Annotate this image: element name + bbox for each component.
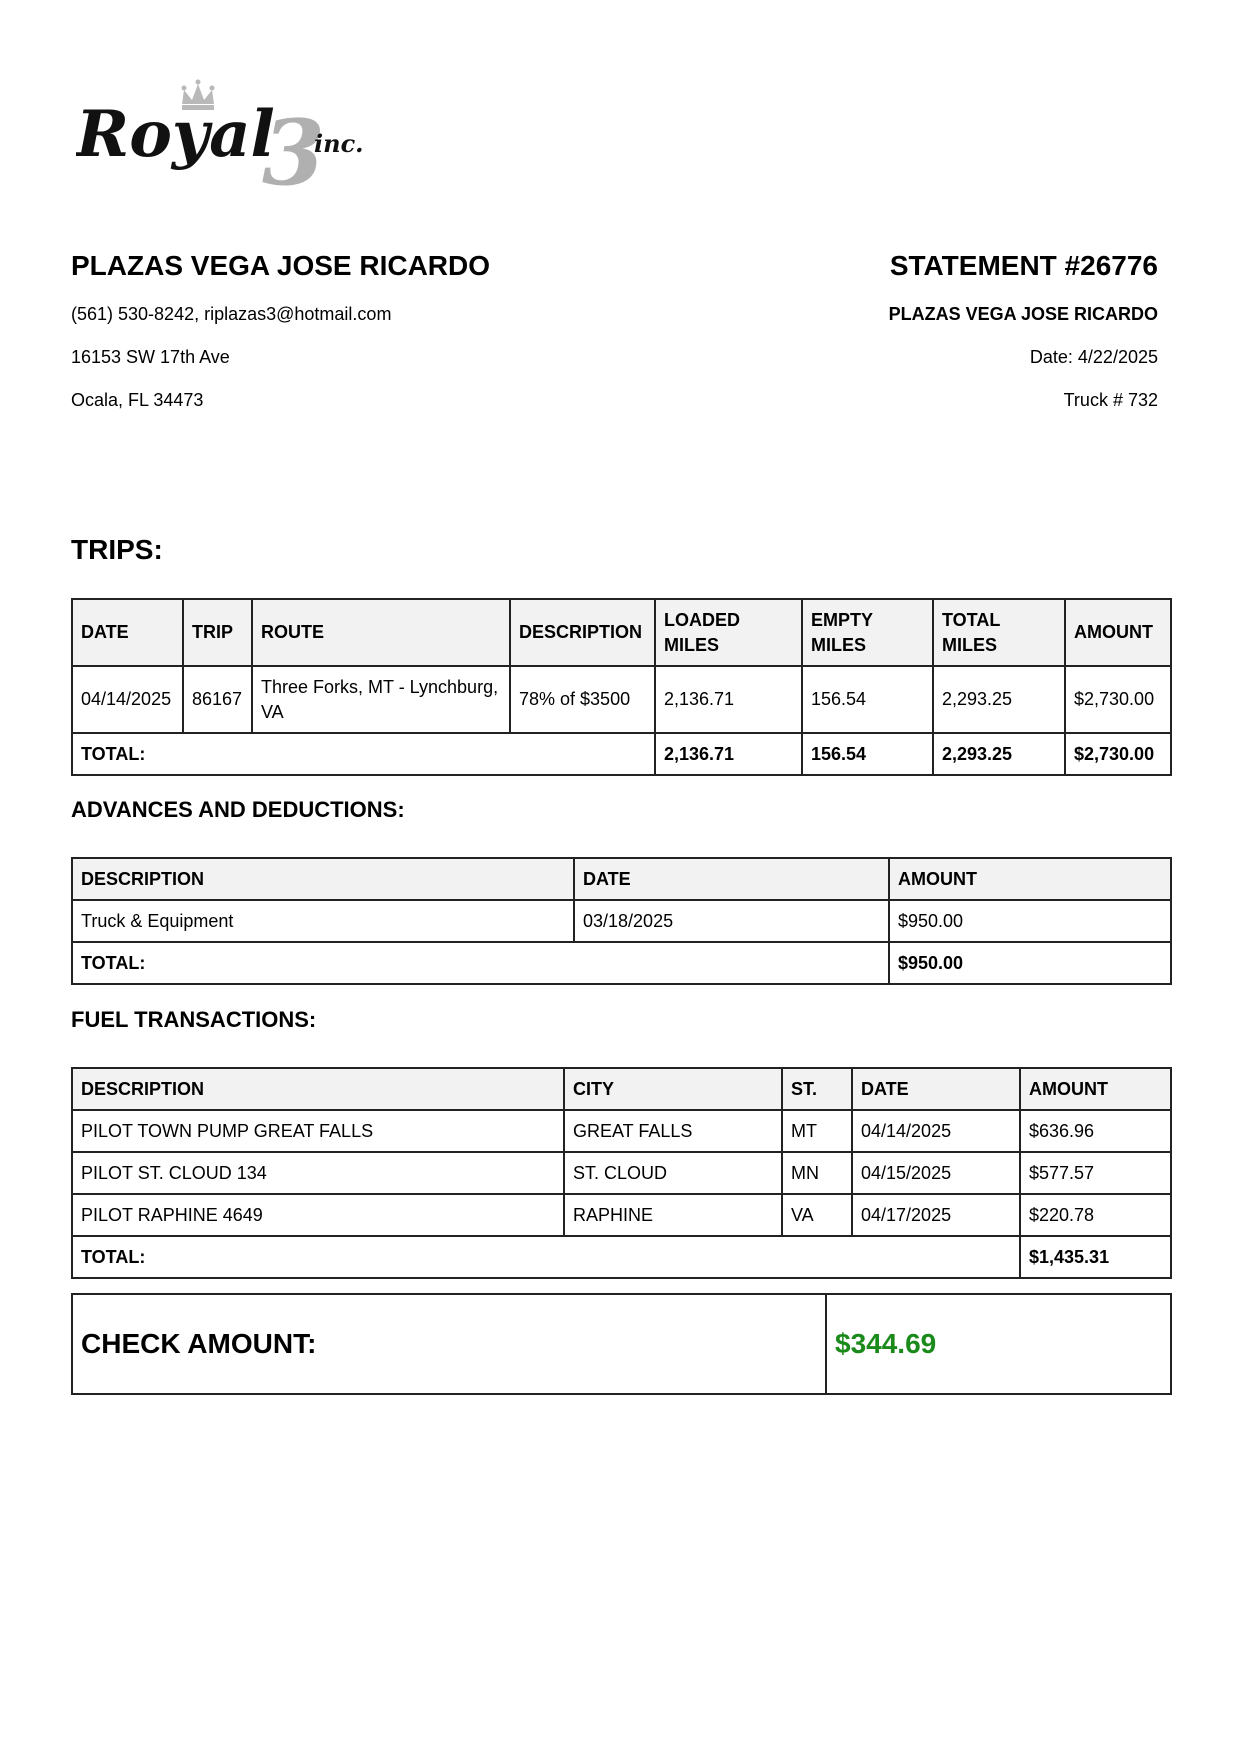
table-row [72, 1194, 1171, 1236]
trip-amount: $2,730.00 [1065, 666, 1171, 733]
advances-header-row [72, 858, 1171, 900]
trip-route: Three Forks, MT - Lynchburg, VA [252, 666, 510, 733]
fuel-header-state: ST. [782, 1068, 852, 1110]
statement-title: STATEMENT #26776 [889, 250, 1158, 281]
trips-total-empty: 156.54 [802, 733, 933, 775]
advances-total-label: TOTAL: [72, 942, 889, 984]
fuel-date: 04/14/2025 [852, 1110, 1020, 1152]
table-row [72, 666, 1171, 733]
fuel-city: GREAT FALLS [564, 1110, 782, 1152]
trips-total-miles: 2,293.25 [933, 733, 1065, 775]
driver-address-line1: 16153 SW 17th Ave [71, 347, 230, 367]
trip-number: 86167 [183, 666, 252, 733]
logo-text: Royal [76, 97, 275, 172]
fuel-state: MN [782, 1152, 852, 1194]
advances-title: ADVANCES AND DEDUCTIONS: [71, 797, 405, 822]
fuel-header-city: CITY [564, 1068, 782, 1110]
advances-total-amount: $950.00 [889, 942, 1171, 984]
trips-table [71, 598, 1172, 776]
check-amount-value: $344.69 [826, 1294, 1171, 1394]
trips-header-empty-miles: EMPTY MILES [802, 599, 933, 666]
driver-address-line2: Ocala, FL 34473 [71, 390, 204, 410]
advances-header-description: DESCRIPTION [72, 858, 574, 900]
trip-description: 78% of $3500 [510, 666, 655, 733]
fuel-total-label: TOTAL: [72, 1236, 1020, 1278]
trips-header-trip: TRIP [183, 599, 252, 666]
trip-loaded-miles: 2,136.71 [655, 666, 802, 733]
driver-name: PLAZAS VEGA JOSE RICARDO [71, 250, 491, 281]
fuel-amount: $636.96 [1020, 1110, 1171, 1152]
trips-header-route: ROUTE [252, 599, 510, 666]
trips-total-loaded: 2,136.71 [655, 733, 802, 775]
trips-total-row [72, 733, 1171, 775]
fuel-header-amount: AMOUNT [1020, 1068, 1171, 1110]
logo-suffix: inc. [314, 129, 364, 158]
fuel-city: RAPHINE [564, 1194, 782, 1236]
trips-header-amount: AMOUNT [1065, 599, 1171, 666]
fuel-table [71, 1067, 1172, 1279]
trip-total-miles: 2,293.25 [933, 666, 1065, 733]
advance-description: Truck & Equipment [72, 900, 574, 942]
fuel-city: ST. CLOUD [564, 1152, 782, 1194]
fuel-description: PILOT TOWN PUMP GREAT FALLS [72, 1110, 564, 1152]
trips-header-loaded-miles: LOADED MILES [655, 599, 802, 666]
table-row [72, 1152, 1171, 1194]
fuel-header-description: DESCRIPTION [72, 1068, 564, 1110]
statement-date: Date: 4/22/2025 [1029, 347, 1158, 367]
trips-header-description: DESCRIPTION [510, 599, 655, 666]
table-row [72, 1110, 1171, 1152]
check-amount-label: CHECK AMOUNT: [72, 1294, 826, 1394]
fuel-description: PILOT RAPHINE 4649 [72, 1194, 564, 1236]
statement-info [598, 248, 1158, 412]
advances-header-date: DATE [574, 858, 889, 900]
trips-title: TRIPS: [71, 534, 163, 565]
fuel-total-amount: $1,435.31 [1020, 1236, 1171, 1278]
driver-info [71, 248, 631, 412]
logo-graphic [76, 78, 386, 194]
check-amount-box [71, 1293, 1172, 1395]
trips-header-total-miles: TOTAL MILES [933, 599, 1065, 666]
fuel-header-row [72, 1068, 1171, 1110]
fuel-state: MT [782, 1110, 852, 1152]
fuel-description: PILOT ST. CLOUD 134 [72, 1152, 564, 1194]
fuel-amount: $220.78 [1020, 1194, 1171, 1236]
advances-header-amount: AMOUNT [889, 858, 1171, 900]
statement-name: PLAZAS VEGA JOSE RICARDO [888, 304, 1158, 324]
advance-amount: $950.00 [889, 900, 1171, 942]
fuel-date: 04/15/2025 [852, 1152, 1020, 1194]
fuel-amount: $577.57 [1020, 1152, 1171, 1194]
advances-table [71, 857, 1172, 985]
fuel-header-date: DATE [852, 1068, 1020, 1110]
driver-contact: (561) 530-8242, riplazas3@hotmail.com [71, 304, 392, 324]
statement-truck: Truck # 732 [1063, 390, 1158, 410]
table-row [72, 900, 1171, 942]
trip-empty-miles: 156.54 [802, 666, 933, 733]
trips-total-label: TOTAL: [72, 733, 655, 775]
logo-number: 3 [262, 100, 325, 194]
trips-header-date: DATE [72, 599, 183, 666]
fuel-title: FUEL TRANSACTIONS: [71, 1007, 317, 1032]
fuel-date: 04/17/2025 [852, 1194, 1020, 1236]
company-logo [76, 78, 386, 194]
trip-date: 04/14/2025 [72, 666, 183, 733]
trips-total-amount: $2,730.00 [1065, 733, 1171, 775]
advances-total-row [72, 942, 1171, 984]
fuel-total-row [72, 1236, 1171, 1278]
fuel-state: VA [782, 1194, 852, 1236]
trips-header-row [72, 599, 1171, 666]
advance-date: 03/18/2025 [574, 900, 889, 942]
